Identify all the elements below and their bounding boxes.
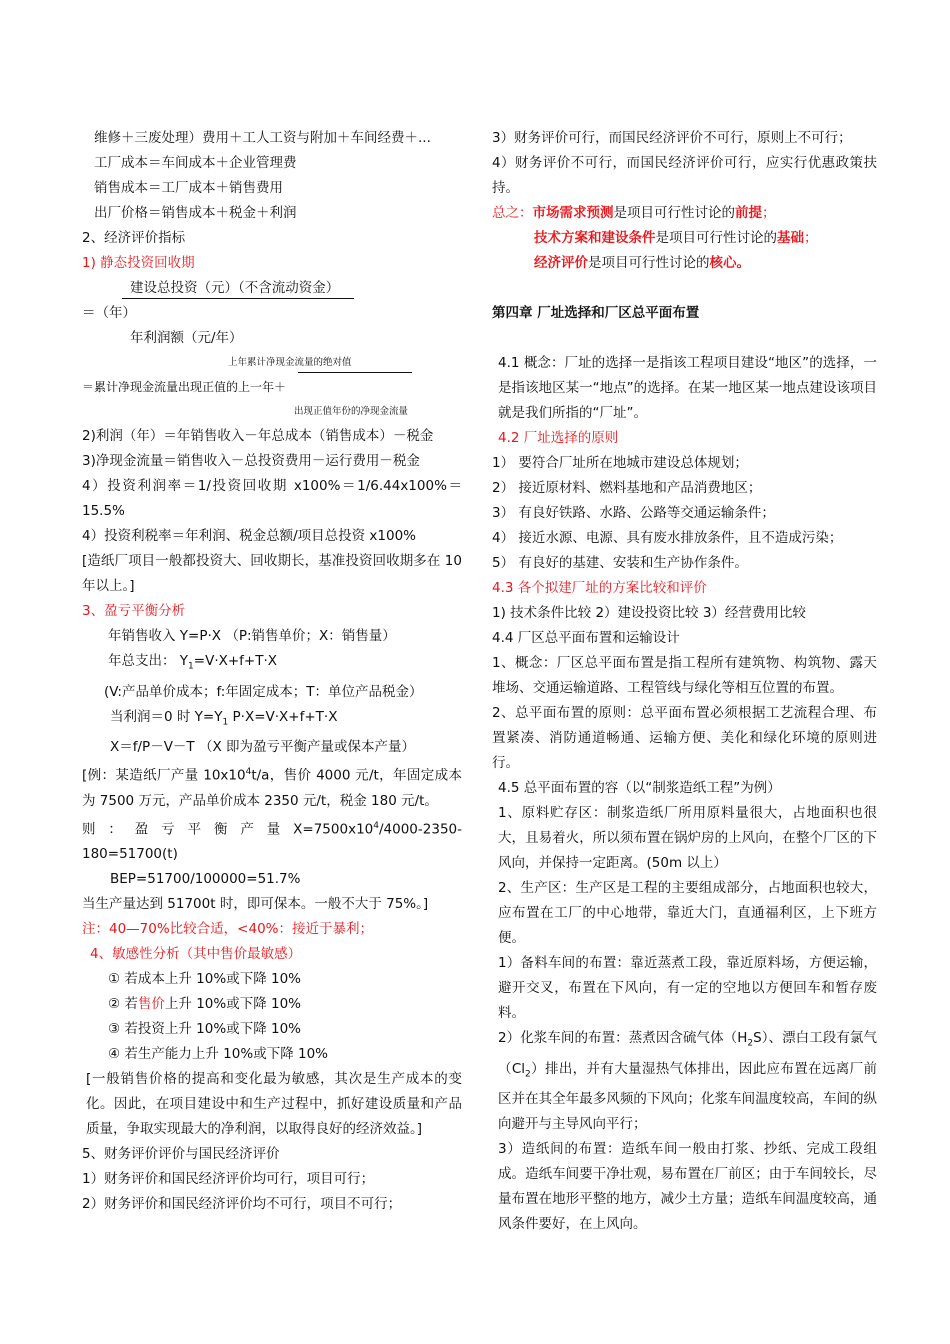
left-column xyxy=(82,126,462,1217)
spacer xyxy=(492,326,877,351)
formula-equals-year: ＝（年） xyxy=(82,305,136,321)
section-heading-layout-content: 4.5 总平面布置的容（以“制浆造纸工程”为例） xyxy=(498,780,781,796)
principle-3: 3） 有良好铁路、水路、公路等交通运输条件； xyxy=(492,505,775,521)
chapter-title: 第四章 厂址选择和厂区总平面布置 xyxy=(492,305,700,321)
right-column xyxy=(492,126,877,1237)
sensitivity-item-3: ③ 若投资上升 10%或下降 10% xyxy=(108,1021,301,1038)
roi-line: 4）投资利润率＝1/投资回收期 x100%＝1/6.44x100%＝15.5% xyxy=(82,478,462,519)
ex-factory-price-line: 出厂价格＝销售成本＋税金＋利润 xyxy=(94,205,297,221)
evaluation-case-1: 1）财务评价和国民经济评价均可行，项目可行； xyxy=(82,1171,375,1188)
paper-mill-note: [造纸厂项目一般都投资大、回收期长，基准投资回收期多在 10 年以上。] xyxy=(82,553,462,594)
papermaking-workshop-paragraph: 3）造纸间的布置：造纸车间一般由打浆、抄纸、完成工段组成。造纸车间要干净壮观，易布置在厂前区；由于车间较长，尽量布置在地形平整的地方，减少土方量；造纸车间温度较高，通风条件要好，在上风向。 xyxy=(498,1141,877,1233)
raw-material-storage-paragraph: 1、原料贮存区：制浆造纸厂所用原料量很大，占地面积也很大，且易着火，所以须布置在锅炉房的上风向，在整个厂区的下风向，并保持一定距离。(50m 以上） xyxy=(498,805,877,871)
bep-line: BEP=51700/100000=51.7% xyxy=(110,871,301,888)
site-concept-paragraph: 4.1 概念：厂址的选择一是指该工程项目建设“地区”的选择，一是指该地区某一“地点”的选择。在某一地区某一地点建设该项目就是我们所指的“厂址”。 xyxy=(498,355,877,421)
formula2-numerator: 上年累计净现金流量的绝对值 xyxy=(228,357,352,368)
principle-4: 4） 接近水源、电源、具有废水排放条件，且不造成污染； xyxy=(492,530,843,546)
factory-cost-line: 工厂成本＝车间成本＋企业管理费 xyxy=(94,155,297,171)
summary-line-2: 技术方案和建设条件是项目可行性讨论的基础； xyxy=(534,230,818,246)
annual-revenue-line: 年销售收入 Y=P·X （P:销售单价；X：销售量） xyxy=(108,628,396,644)
spacer xyxy=(492,276,877,301)
sensitivity-item-2: ② 若售价上升 10%或下降 10% xyxy=(108,996,302,1013)
profit-tax-rate-line: 4）投资利税率＝年利润、税金总额/项目总投资 x100% xyxy=(82,528,417,544)
sensitivity-item-4: ④ 若生产能力上升 10%或下降 10% xyxy=(108,1046,328,1063)
section-heading-site-principles: 4.2 厂址选择的原则 xyxy=(498,430,619,446)
comparison-items: 1) 技术条件比较 2）建设投资比较 3）经营费用比较 xyxy=(492,605,806,621)
evaluation-case-4: 4）财务评价不可行，而国民经济评价可行，应实行优惠政策扶持。 xyxy=(492,155,877,196)
example-line: [例：某造纸厂产量 $10x10^4t/a$，售价 4000 元/t，年固定成本为 7500 万元，产品单价成本 2350 元/t，税金 180 元/t。 xyxy=(82,767,463,809)
principle-5: 5） 有良好的基建、安装和生产协作条件。 xyxy=(492,555,748,571)
annual-expense-line: 年总支出： $Y_1=V\cdot X+f+T\cdot X$ xyxy=(108,653,278,672)
section-heading-site-comparison: 4.3 各个拟建厂址的方案比较和评价 xyxy=(492,580,707,596)
principle-1: 1） 要符合厂址所在地城市建设总体规划； xyxy=(492,455,748,471)
sensitivity-item-1: ① 若成本上升 10%或下降 10% xyxy=(108,971,301,988)
production-area-paragraph: 2、生产区：生产区是工程的主要组成部分，占地面积也较大，应布置在工厂的中心地带，靠近大门，直通福利区，上下班方便。 xyxy=(498,880,877,946)
summary-line-1: 总之：市场需求预测是项目可行性讨论的前提； xyxy=(492,205,776,221)
section-heading-layout: 4.4 厂区总平面布置和运输设计 xyxy=(492,630,680,646)
sales-cost-line: 销售成本＝工厂成本＋销售费用 xyxy=(94,180,283,196)
formula-numerator: 建设总投资（元）（不含流动资金） xyxy=(130,280,340,296)
evaluation-case-3: 3）财务评价可行，而国民经济评价不可行，原则上不可行； xyxy=(492,130,852,146)
fraction-bar xyxy=(122,298,354,299)
section-heading-payback: 1) 静态投资回收期 xyxy=(82,255,195,271)
zero-profit-line: 当利润＝0 时 $Y=Y_1$ P·X=V·X+f+T·X xyxy=(110,708,338,728)
pulping-workshop-paragraph: 2）化浆车间的布置：蒸煮因含硫气体$(H_2S)$、漂白工段有氯气$(Cl_2)$排出，并有大量湿热气体排出，因此应布置在远离厂前区并在其全年最多风频的下风向；化浆车间温度较高，车间的纵向避开与主导风向平行； xyxy=(498,1030,877,1133)
sensitivity-note: [一般销售价格的提高和变化最为敏感，其次是生产成本的变化。因此，在项目建设中和生产过程中，抓好建设质量和产品质量，争取实现最大的净利润，以取得良好的经济效益。] xyxy=(86,1071,462,1138)
section-heading-sensitivity: 4、敏感性分析（其中售价最敏感） xyxy=(90,946,302,963)
note-line: 注：40—70%比较合适，<40%：接近于暴利； xyxy=(82,921,374,938)
formula2-denominator: 出现正值年份的净现金流量 xyxy=(294,406,409,417)
cost-line: 维修＋三废处理）费用＋工人工资与附加＋车间经费＋... xyxy=(94,130,431,146)
section-heading-economic-indicators: 2、经济评价指标 xyxy=(82,230,186,246)
layout-principle-paragraph: 2、总平面布置的原则：总平面布置必须根据工艺流程合理、布置紧凑、消防通道畅通、运输方便、美化和绿化环境的原则进行。 xyxy=(492,705,877,771)
variable-legend-line: (V:产品单价成本；f:年固定成本；T：单位产品税金） xyxy=(104,683,423,700)
breakeven-calc-line: 则 ： 盈 亏 平 衡 产 量 $X=7500x10^4/4000-2350-180=51700(t)$ xyxy=(82,820,462,863)
principle-2: 2） 接近原材料、燃料基地和产品消费地区； xyxy=(492,480,762,496)
preparation-workshop-paragraph: 1）备料车间的布置：靠近蒸煮工段，靠近原料场，方便运输，避开交叉，布置在下风向，有一定的空地以方便回车和暂存废料。 xyxy=(498,955,877,1021)
formula-lhs xyxy=(82,301,462,326)
net-cashflow-line: 3)净现金流量＝销售收入－总投资费用－运行费用－税金 xyxy=(82,453,420,469)
layout-concept-paragraph: 1、概念：厂区总平面布置是指工程所有建筑物、构筑物、露天堆场、交通运输道路、工程管线与绿化等相互位置的布置。 xyxy=(492,655,877,696)
formula2-text: ＝累计净现金流量出现正值的上一年＋ xyxy=(82,380,287,394)
breakeven-conclusion-line: 当生产量达到 51700t 时，即可保本。一般不大于 75%。] xyxy=(82,896,429,913)
breakeven-formula-line: X＝f/P－V－T （X 即为盈亏平衡产量或保本产量） xyxy=(110,739,416,756)
formula2-lhs xyxy=(82,375,462,400)
fraction-bar-2 xyxy=(298,372,412,373)
evaluation-case-2: 2）财务评价和国民经济评价均不可行，项目不可行； xyxy=(82,1196,402,1213)
profit-line: 2)利润（年）＝年销售收入－年总成本（销售成本）－税金 xyxy=(82,428,434,444)
section-heading-breakeven: 3、盈亏平衡分析 xyxy=(82,603,186,619)
summary-line-3: 经济评价是项目可行性讨论的核心。 xyxy=(534,255,750,271)
formula-denominator: 年利润额（元/年） xyxy=(130,330,243,346)
section-heading-financial-evaluation: 5、财务评价评价与国民经济评价 xyxy=(82,1146,280,1163)
